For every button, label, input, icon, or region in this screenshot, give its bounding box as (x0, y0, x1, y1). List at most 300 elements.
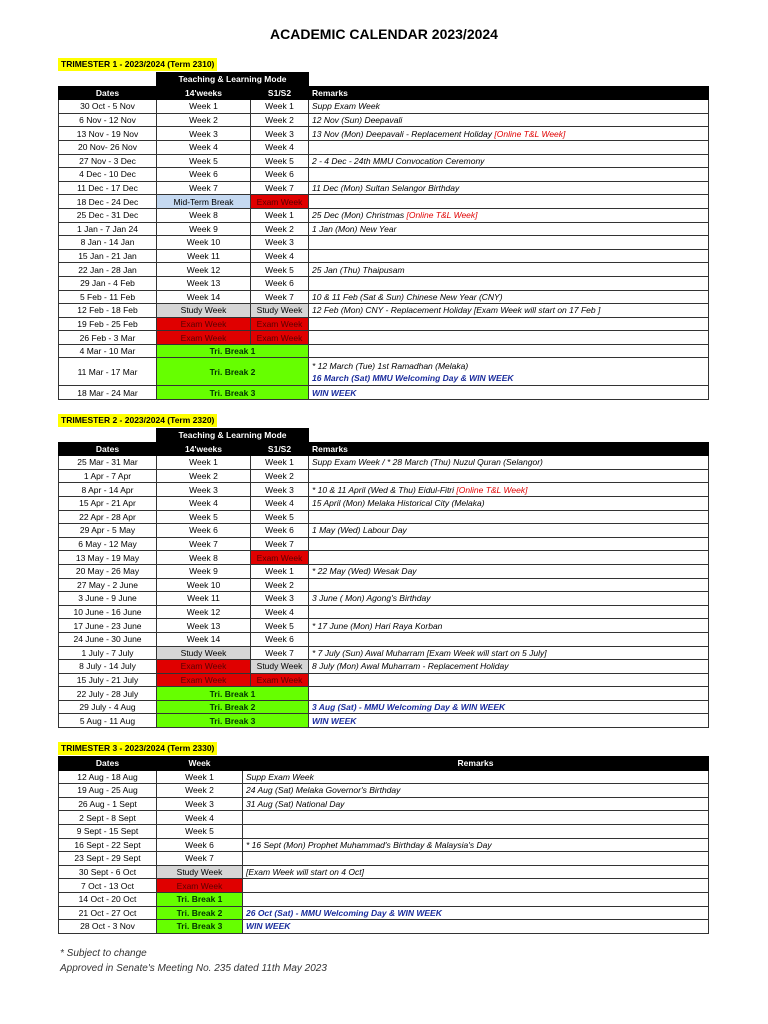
remarks-cell (309, 331, 709, 345)
s1s2-cell: Week 2 (251, 222, 309, 236)
calendar-row (59, 456, 709, 470)
remarks-cell (309, 687, 709, 701)
remark-text: * 17 June (Mon) Hari Raya Korban (312, 620, 443, 631)
remarks-cell (243, 865, 709, 879)
remarks-cell (309, 304, 709, 318)
calendar-row (59, 700, 709, 714)
weeks-header: Week (157, 757, 243, 771)
remarks-cell (243, 824, 709, 838)
s1s2-cell: Exam Week (251, 195, 309, 209)
date-range: 26 Aug - 1 Sept (59, 797, 157, 811)
remarks-cell (309, 100, 709, 114)
s1s2-cell: Exam Week (251, 331, 309, 345)
calendar-row (59, 906, 709, 920)
s1s2-cell: Week 5 (251, 619, 309, 633)
date-range: 13 May - 19 May (59, 551, 157, 565)
s1s2-cell: Week 3 (251, 236, 309, 250)
date-range: 1 Apr - 7 Apr (59, 469, 157, 483)
s1s2-cell: Week 2 (251, 113, 309, 127)
calendar-row (59, 852, 709, 866)
date-range: 7 Oct - 13 Oct (59, 879, 157, 893)
online-tl-week-note: [Online T&L Week] (456, 484, 528, 495)
week-cell: Tri. Break 1 (157, 892, 243, 906)
week-cell: Week 4 (157, 811, 243, 825)
date-range: 20 May - 26 May (59, 564, 157, 578)
dates-header: Dates (59, 86, 157, 100)
remarks-cell (309, 181, 709, 195)
tri-break-cell: Tri. Break 1 (157, 344, 309, 358)
remark-highlight: WIN WEEK (246, 921, 291, 932)
date-range: 3 June - 9 June (59, 592, 157, 606)
remarks-cell (309, 469, 709, 483)
date-range: 12 Aug - 18 Aug (59, 770, 157, 784)
remark-text: 2 - 4 Dec - 24th MMU Convocation Ceremony (312, 155, 485, 166)
remarks-cell (243, 797, 709, 811)
date-range: 6 May - 12 May (59, 537, 157, 551)
date-range: 20 Nov- 26 Nov (59, 140, 157, 154)
remarks-cell (309, 222, 709, 236)
remarks-cell (309, 483, 709, 497)
date-range: 27 May - 2 June (59, 578, 157, 592)
week-cell: Week 2 (157, 469, 251, 483)
s1s2-cell: Exam Week (251, 317, 309, 331)
date-range: 28 Oct - 3 Nov (59, 920, 157, 934)
remark-text: Supp Exam Week (312, 101, 380, 112)
calendar-row (59, 920, 709, 934)
week-cell: Week 2 (157, 784, 243, 798)
week-cell: Week 7 (157, 537, 251, 551)
remark-highlight: 3 Aug (Sat) - MMU Welcoming Day & WIN WEEK (312, 702, 506, 713)
date-range: 8 Apr - 14 Apr (59, 483, 157, 497)
remarks-cell (243, 852, 709, 866)
date-range: 5 Feb - 11 Feb (59, 290, 157, 304)
date-range: 19 Feb - 25 Feb (59, 317, 157, 331)
date-range: 4 Mar - 10 Mar (59, 344, 157, 358)
calendar-row (59, 865, 709, 879)
date-range: 15 Apr - 21 Apr (59, 496, 157, 510)
remarks-cell (309, 249, 709, 263)
s1s2-cell: Week 5 (251, 154, 309, 168)
calendar-row (59, 524, 709, 538)
mode-spacer (59, 429, 157, 443)
date-range: 25 Mar - 31 Mar (59, 456, 157, 470)
remarks-cell (309, 127, 709, 141)
date-range: 2 Sept - 8 Sept (59, 811, 157, 825)
calendar-row (59, 127, 709, 141)
calendar-row (59, 276, 709, 290)
remark-text: 8 July (Mon) Awal Muharram - Replacement Holiday (312, 661, 509, 672)
tri-break-cell: Tri. Break 3 (157, 714, 309, 728)
s1s2-cell: Week 4 (251, 140, 309, 154)
remarks-cell (309, 386, 709, 400)
week-cell: Week 5 (157, 824, 243, 838)
week-cell: Week 3 (157, 127, 251, 141)
calendar-row (59, 770, 709, 784)
date-range: 10 June - 16 June (59, 605, 157, 619)
senate-approval-note: Approved in Senate's Meeting No. 235 dated 11th May 2023 (60, 963, 327, 974)
remark-text: 12 Nov (Sun) Deepavali (312, 115, 403, 126)
calendar-row (59, 140, 709, 154)
s1s2-cell: Week 2 (251, 469, 309, 483)
teaching-mode-header: Teaching & Learning Mode (157, 73, 309, 87)
date-range: 18 Dec - 24 Dec (59, 195, 157, 209)
s1s2-cell: Week 4 (251, 605, 309, 619)
calendar-row (59, 344, 709, 358)
remark-highlight: WIN WEEK (312, 387, 357, 398)
remarks-cell (309, 592, 709, 606)
s1s2-header: S1/S2 (251, 442, 309, 456)
week-cell: Exam Week (157, 331, 251, 345)
week-cell: Week 4 (157, 496, 251, 510)
remark-text: 12 Feb (Mon) CNY - Replacement Holiday [Exam Week will start on 17 Feb ] (312, 305, 601, 316)
remarks-cell (309, 564, 709, 578)
remark-highlight: WIN WEEK (312, 715, 357, 726)
week-cell: Mid-Term Break (157, 195, 251, 209)
date-range: 22 July - 28 July (59, 687, 157, 701)
remarks-cell (309, 344, 709, 358)
remarks-cell (243, 879, 709, 893)
mode-spacer (309, 73, 709, 87)
s1s2-cell: Week 1 (251, 564, 309, 578)
calendar-row (59, 208, 709, 222)
remarks-cell (243, 770, 709, 784)
calendar-row (59, 784, 709, 798)
week-cell: Week 7 (157, 181, 251, 195)
date-range: 29 Apr - 5 May (59, 524, 157, 538)
remarks-cell (243, 811, 709, 825)
date-range: 9 Sept - 15 Sept (59, 824, 157, 838)
week-cell: Study Week (157, 304, 251, 318)
remarks-header: Remarks (309, 442, 709, 456)
s1s2-cell: Week 4 (251, 496, 309, 510)
remarks-cell (309, 646, 709, 660)
week-cell: Week 8 (157, 551, 251, 565)
remarks-cell (309, 524, 709, 538)
date-range: 25 Dec - 31 Dec (59, 208, 157, 222)
calendar-row (59, 811, 709, 825)
calendar-row (59, 181, 709, 195)
remark-text: 24 Aug (Sat) Melaka Governor's Birthday (246, 785, 401, 796)
calendar-row (59, 236, 709, 250)
date-range: 26 Feb - 3 Mar (59, 331, 157, 345)
remarks-cell (309, 263, 709, 277)
calendar-row (59, 632, 709, 646)
remarks-cell (309, 660, 709, 674)
week-cell: Exam Week (157, 317, 251, 331)
date-range: 27 Nov - 3 Dec (59, 154, 157, 168)
date-range: 22 Jan - 28 Jan (59, 263, 157, 277)
calendar-row (59, 249, 709, 263)
date-range: 16 Sept - 22 Sept (59, 838, 157, 852)
calendar-row (59, 510, 709, 524)
week-cell: Week 1 (157, 456, 251, 470)
date-range: 29 July - 4 Aug (59, 700, 157, 714)
s1s2-cell: Week 6 (251, 632, 309, 646)
calendar-row (59, 551, 709, 565)
week-cell: Week 10 (157, 578, 251, 592)
date-range: 22 Apr - 28 Apr (59, 510, 157, 524)
date-range: 15 Jan - 21 Jan (59, 249, 157, 263)
s1s2-cell: Week 2 (251, 578, 309, 592)
date-range: 18 Mar - 24 Mar (59, 386, 157, 400)
date-range: 11 Dec - 17 Dec (59, 181, 157, 195)
online-tl-week-note: [Online T&L Week] (494, 128, 566, 139)
teaching-mode-header: Teaching & Learning Mode (157, 429, 309, 443)
s1s2-cell: Exam Week (251, 551, 309, 565)
week-cell: Week 5 (157, 510, 251, 524)
remarks-cell (309, 496, 709, 510)
s1s2-cell: Week 3 (251, 127, 309, 141)
remark-text: * 7 July (Sun) Awal Muharram [Exam Week will start on 5 July] (312, 647, 547, 658)
week-cell: Study Week (157, 865, 243, 879)
remark-highlight: 26 Oct (Sat) - MMU Welcoming Day & WIN WEEK (246, 907, 442, 918)
week-cell: Tri. Break 3 (157, 920, 243, 934)
calendar-row (59, 113, 709, 127)
page-title: ACADEMIC CALENDAR 2023/2024 (270, 26, 498, 42)
s1s2-cell: Week 5 (251, 510, 309, 524)
remarks-cell (243, 892, 709, 906)
week-cell: Week 1 (157, 100, 251, 114)
remarks-header: Remarks (309, 86, 709, 100)
remarks-cell (309, 619, 709, 633)
online-tl-week-note: [Online T&L Week] (406, 210, 478, 221)
calendar-row (59, 797, 709, 811)
s1s2-cell: Week 7 (251, 290, 309, 304)
s1s2-cell: Week 1 (251, 456, 309, 470)
remark-highlight: 16 March (Sat) MMU Welcoming Day & WIN WEEK (312, 372, 514, 383)
calendar-row (59, 290, 709, 304)
s1s2-cell: Week 7 (251, 646, 309, 660)
date-range: 30 Oct - 5 Nov (59, 100, 157, 114)
date-range: 6 Nov - 12 Nov (59, 113, 157, 127)
date-range: 30 Sept - 6 Oct (59, 865, 157, 879)
date-range: 5 Aug - 11 Aug (59, 714, 157, 728)
remarks-cell (309, 290, 709, 304)
date-range: 4 Dec - 10 Dec (59, 168, 157, 182)
week-cell: Exam Week (157, 879, 243, 893)
remarks-cell (243, 906, 709, 920)
remark-text: * 12 March (Tue) 1st Ramadhan (Melaka) (312, 360, 469, 371)
s1s2-cell: Week 6 (251, 276, 309, 290)
trimester-3-table (58, 756, 709, 934)
s1s2-cell: Week 4 (251, 249, 309, 263)
s1s2-cell: Week 1 (251, 208, 309, 222)
remark-text: Supp Exam Week / * 28 March (Thu) Nuzul Quran (Selangor) (312, 457, 543, 468)
date-range: 21 Oct - 27 Oct (59, 906, 157, 920)
remarks-cell (309, 208, 709, 222)
calendar-row (59, 892, 709, 906)
remark-text: [Exam Week will start on 4 Oct] (246, 867, 364, 878)
remarks-cell (309, 700, 709, 714)
calendar-row (59, 154, 709, 168)
calendar-row (59, 317, 709, 331)
calendar-row (59, 646, 709, 660)
date-range: 19 Aug - 25 Aug (59, 784, 157, 798)
tri-break-cell: Tri. Break 2 (157, 700, 309, 714)
week-cell: Week 9 (157, 564, 251, 578)
calendar-row (59, 578, 709, 592)
remark-text: * 16 Sept (Mon) Prophet Muhammad's Birthday & Malaysia's Day (246, 839, 492, 850)
calendar-row (59, 304, 709, 318)
remarks-cell (309, 632, 709, 646)
calendar-row (59, 564, 709, 578)
trimester-3-label: TRIMESTER 3 - 2023/2024 (Term 2330) (58, 742, 217, 755)
remarks-cell (309, 456, 709, 470)
week-cell: Week 14 (157, 290, 251, 304)
date-range: 8 Jan - 14 Jan (59, 236, 157, 250)
calendar-row (59, 673, 709, 687)
remarks-cell (309, 510, 709, 524)
remarks-cell (309, 714, 709, 728)
remark-text: 11 Dec (Mon) Sultan Selangor Birthday (312, 183, 460, 194)
tri-break-cell: Tri. Break 1 (157, 687, 309, 701)
week-cell: Week 8 (157, 208, 251, 222)
date-range: 13 Nov - 19 Nov (59, 127, 157, 141)
week-cell: Week 3 (157, 797, 243, 811)
calendar-row (59, 879, 709, 893)
s1s2-cell: Week 5 (251, 263, 309, 277)
date-range: 1 July - 7 July (59, 646, 157, 660)
week-cell: Exam Week (157, 660, 251, 674)
remark-text: 10 & 11 Feb (Sat & Sun) Chinese New Year (CNY) (312, 291, 503, 302)
date-range: 24 June - 30 June (59, 632, 157, 646)
week-cell: Week 13 (157, 619, 251, 633)
trimester-2-table (58, 428, 709, 728)
remarks-cell (309, 537, 709, 551)
remarks-cell (309, 236, 709, 250)
remarks-cell (309, 154, 709, 168)
date-range: 15 July - 21 July (59, 673, 157, 687)
mode-spacer (309, 429, 709, 443)
week-cell: Week 7 (157, 852, 243, 866)
calendar-row (59, 714, 709, 728)
remark-text: 1 Jan (Mon) New Year (312, 223, 397, 234)
remarks-cell (309, 605, 709, 619)
remark-text: 1 May (Wed) Labour Day (312, 525, 407, 536)
week-cell: Week 1 (157, 770, 243, 784)
calendar-row (59, 222, 709, 236)
week-cell: Week 6 (157, 838, 243, 852)
week-cell: Week 11 (157, 592, 251, 606)
date-range: 12 Feb - 18 Feb (59, 304, 157, 318)
trimester-1-table (58, 72, 709, 400)
remarks-header: Remarks (243, 757, 709, 771)
week-cell: Week 14 (157, 632, 251, 646)
week-cell: Tri. Break 2 (157, 906, 243, 920)
week-cell: Week 6 (157, 524, 251, 538)
s1s2-cell: Exam Week (251, 673, 309, 687)
remarks-cell (309, 168, 709, 182)
calendar-row (59, 824, 709, 838)
remarks-cell (309, 140, 709, 154)
calendar-row (59, 263, 709, 277)
remark-text: * 10 & 11 April (Wed & Thu) Eidul-Fitri (312, 484, 455, 495)
calendar-row (59, 331, 709, 345)
calendar-row (59, 838, 709, 852)
date-range: 23 Sept - 29 Sept (59, 852, 157, 866)
calendar-row (59, 386, 709, 400)
subject-to-change-note: * Subject to change (60, 948, 147, 959)
date-range: 8 July - 14 July (59, 660, 157, 674)
calendar-row (59, 358, 709, 386)
dates-header: Dates (59, 442, 157, 456)
s1s2-cell: Week 7 (251, 537, 309, 551)
calendar-row (59, 496, 709, 510)
calendar-row (59, 195, 709, 209)
tri-break-cell: Tri. Break 3 (157, 386, 309, 400)
calendar-row (59, 605, 709, 619)
calendar-row (59, 100, 709, 114)
remarks-cell (309, 358, 709, 386)
week-cell: Week 4 (157, 140, 251, 154)
date-range: 17 June - 23 June (59, 619, 157, 633)
calendar-row (59, 168, 709, 182)
remarks-cell (243, 838, 709, 852)
week-cell: Week 2 (157, 113, 251, 127)
remarks-cell (309, 195, 709, 209)
trimester-2-label: TRIMESTER 2 - 2023/2024 (Term 2320) (58, 414, 217, 427)
mode-spacer (59, 73, 157, 87)
remark-text: 31 Aug (Sat) National Day (246, 799, 345, 810)
calendar-row (59, 687, 709, 701)
remark-text: * 22 May (Wed) Wesak Day (312, 566, 417, 577)
date-range: 29 Jan - 4 Feb (59, 276, 157, 290)
calendar-row (59, 483, 709, 497)
week-cell: Exam Week (157, 673, 251, 687)
remarks-cell (309, 551, 709, 565)
week-cell: Week 5 (157, 154, 251, 168)
remark-text: 25 Dec (Mon) Christmas (312, 210, 405, 221)
week-cell: Study Week (157, 646, 251, 660)
remark-text: 13 Nov (Mon) Deepavali - Replacement Holiday (312, 128, 492, 139)
remark-text: Supp Exam Week (246, 771, 314, 782)
s1s2-cell: Week 7 (251, 181, 309, 195)
s1s2-cell: Study Week (251, 304, 309, 318)
remark-text: 15 April (Mon) Melaka Historical City (Melaka) (312, 498, 485, 509)
calendar-row (59, 537, 709, 551)
calendar-row (59, 469, 709, 483)
week-cell: Week 9 (157, 222, 251, 236)
dates-header: Dates (59, 757, 157, 771)
week-cell: Week 6 (157, 168, 251, 182)
weeks-header: 14'weeks (157, 442, 251, 456)
week-cell: Week 12 (157, 605, 251, 619)
week-cell: Week 12 (157, 263, 251, 277)
week-cell: Week 11 (157, 249, 251, 263)
remark-text: 3 June ( Mon) Agong's Birthday (312, 593, 431, 604)
s1s2-cell: Week 3 (251, 483, 309, 497)
remarks-cell (243, 920, 709, 934)
s1s2-cell: Study Week (251, 660, 309, 674)
s1s2-cell: Week 6 (251, 524, 309, 538)
remarks-cell (243, 784, 709, 798)
date-range: 1 Jan - 7 Jan 24 (59, 222, 157, 236)
weeks-header: 14'weeks (157, 86, 251, 100)
remark-text: 25 Jan (Thu) Thaipusam (312, 264, 405, 275)
date-range: 14 Oct - 20 Oct (59, 892, 157, 906)
week-cell: Week 3 (157, 483, 251, 497)
calendar-row (59, 592, 709, 606)
remarks-cell (309, 673, 709, 687)
s1s2-cell: Week 3 (251, 592, 309, 606)
tri-break-cell: Tri. Break 2 (157, 358, 309, 386)
remarks-cell (309, 578, 709, 592)
s1s2-cell: Week 1 (251, 100, 309, 114)
week-cell: Week 13 (157, 276, 251, 290)
remarks-cell (309, 317, 709, 331)
calendar-row (59, 619, 709, 633)
s1s2-cell: Week 6 (251, 168, 309, 182)
